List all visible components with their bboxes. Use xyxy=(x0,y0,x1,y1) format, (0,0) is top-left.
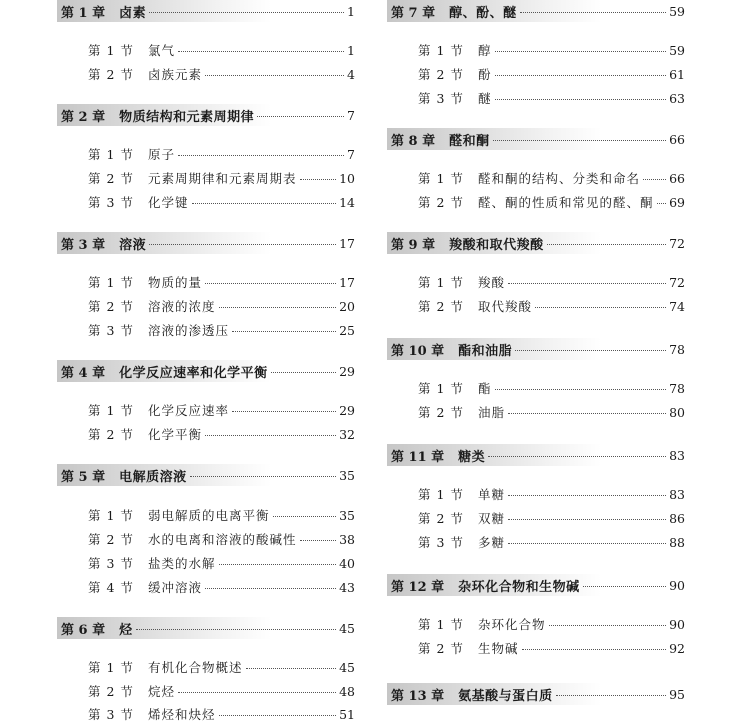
section-title: 化学键 xyxy=(148,195,189,210)
chapter-number: 第 4 章 xyxy=(61,365,106,381)
section-number: 第 4 节 xyxy=(88,580,134,595)
chapter-number: 第 6 章 xyxy=(61,622,106,638)
dot-leader xyxy=(219,307,337,308)
section-number: 第 2 节 xyxy=(418,405,464,420)
section-number: 第 2 节 xyxy=(418,299,464,314)
chapter-number: 第 8 章 xyxy=(391,133,436,149)
page-number: 69 xyxy=(669,194,685,210)
dot-leader xyxy=(205,435,336,436)
section-title: 有机化合物概述 xyxy=(148,660,243,675)
section-entry[interactable] xyxy=(418,168,685,188)
dot-leader xyxy=(136,629,336,630)
page-number: 45 xyxy=(339,620,355,636)
section-entry[interactable] xyxy=(88,272,355,292)
section-entry[interactable] xyxy=(88,192,355,212)
section-entry[interactable] xyxy=(418,508,685,528)
page-number: 74 xyxy=(669,298,685,314)
page-number: 1 xyxy=(347,3,355,19)
chapter-title: 糖类 xyxy=(458,449,486,465)
section-number: 第 2 节 xyxy=(88,427,134,442)
section-title: 酯 xyxy=(478,381,492,396)
section-title: 缓冲溶液 xyxy=(148,580,203,595)
section-number: 第 2 节 xyxy=(88,684,134,699)
section-title: 盐类的水解 xyxy=(148,556,216,571)
section-entry[interactable] xyxy=(418,402,685,422)
dot-leader xyxy=(246,668,337,669)
section-title: 油脂 xyxy=(478,405,506,420)
section-title: 水的电离和溶液的酸碱性 xyxy=(148,532,297,547)
section-title: 溶液的渗透压 xyxy=(148,323,230,338)
section-title: 羧酸 xyxy=(478,275,506,290)
section-entry[interactable] xyxy=(88,400,355,420)
dot-leader xyxy=(232,411,336,412)
dot-leader xyxy=(300,540,337,541)
dot-leader xyxy=(219,715,337,716)
section-title: 多糖 xyxy=(478,535,506,550)
page-number: 51 xyxy=(339,706,355,722)
page-number: 59 xyxy=(669,3,685,19)
section-entry[interactable] xyxy=(88,144,355,164)
page-number: 66 xyxy=(669,170,685,186)
section-title: 醇 xyxy=(478,43,492,58)
section-number: 第 1 节 xyxy=(88,275,134,290)
chapter-number: 第 5 章 xyxy=(61,469,106,485)
section-entry[interactable] xyxy=(88,64,355,84)
section-entry[interactable] xyxy=(88,657,355,677)
section-number: 第 3 节 xyxy=(88,195,134,210)
chapter-title: 醛和酮 xyxy=(449,133,490,149)
page-number: 72 xyxy=(669,235,685,251)
dot-leader xyxy=(547,244,666,245)
section-title: 烷烃 xyxy=(148,684,176,699)
page-number: 78 xyxy=(669,380,685,396)
chapter-heading[interactable] xyxy=(57,360,355,382)
dot-leader xyxy=(149,244,336,245)
section-entry[interactable] xyxy=(88,424,355,444)
section-number: 第 1 节 xyxy=(418,275,464,290)
dot-leader xyxy=(205,283,336,284)
dot-leader xyxy=(583,586,666,587)
page-number: 7 xyxy=(347,107,355,123)
section-entry[interactable] xyxy=(88,168,355,188)
chapter-title: 溶液 xyxy=(119,237,147,253)
dot-leader xyxy=(556,695,666,696)
section-entry[interactable] xyxy=(418,296,685,316)
dot-leader xyxy=(257,116,344,117)
dot-leader xyxy=(508,283,666,284)
chapter-number: 第 7 章 xyxy=(391,5,436,21)
dot-leader xyxy=(178,692,336,693)
chapter-title: 杂环化合物和生物碱 xyxy=(458,579,580,595)
section-number: 第 2 节 xyxy=(418,641,464,656)
section-entry[interactable] xyxy=(418,64,685,84)
section-number: 第 3 节 xyxy=(418,91,464,106)
section-entry[interactable] xyxy=(88,681,355,701)
page-number: 10 xyxy=(339,170,355,186)
chapter-heading[interactable] xyxy=(387,0,685,22)
chapter-title: 化学反应速率和化学平衡 xyxy=(119,365,268,381)
chapter-heading[interactable] xyxy=(387,444,685,466)
chapter-title: 烃 xyxy=(119,622,133,638)
chapter-title: 卤素 xyxy=(119,5,147,21)
section-entry[interactable] xyxy=(418,614,685,634)
section-entry[interactable] xyxy=(88,505,355,525)
chapter-title: 电解质溶液 xyxy=(119,469,187,485)
chapter-heading[interactable] xyxy=(57,464,355,486)
chapter-number: 第 2 章 xyxy=(61,109,106,125)
page-number: 78 xyxy=(669,341,685,357)
dot-leader xyxy=(488,456,666,457)
dot-leader xyxy=(232,331,336,332)
dot-leader xyxy=(535,307,666,308)
dot-leader xyxy=(178,155,344,156)
page-number: 29 xyxy=(339,402,355,418)
section-number: 第 1 节 xyxy=(88,660,134,675)
section-number: 第 3 节 xyxy=(88,556,134,571)
section-number: 第 2 节 xyxy=(418,67,464,82)
chapter-title: 羧酸和取代羧酸 xyxy=(449,237,544,253)
section-title: 弱电解质的电离平衡 xyxy=(148,508,270,523)
section-title: 杂环化合物 xyxy=(478,617,546,632)
section-entry[interactable] xyxy=(88,704,355,724)
section-entry[interactable] xyxy=(418,378,685,398)
chapter-title: 物质结构和元素周期律 xyxy=(119,109,255,125)
section-number: 第 1 节 xyxy=(418,487,464,502)
page-number: 45 xyxy=(339,659,355,675)
section-title: 物质的量 xyxy=(148,275,203,290)
dot-leader xyxy=(643,179,666,180)
chapter-title: 醇、酚、醚 xyxy=(449,5,517,21)
section-number: 第 2 节 xyxy=(88,171,134,186)
page-number: 4 xyxy=(347,66,355,82)
dot-leader xyxy=(508,413,666,414)
dot-leader xyxy=(495,75,667,76)
section-number: 第 1 节 xyxy=(88,403,134,418)
dot-leader xyxy=(149,12,344,13)
page-number: 83 xyxy=(669,447,685,463)
page-number: 83 xyxy=(669,486,685,502)
chapter-number: 第 12 章 xyxy=(391,579,445,595)
section-number: 第 1 节 xyxy=(88,508,134,523)
dot-leader xyxy=(190,476,336,477)
chapter-heading[interactable] xyxy=(57,104,355,126)
page-number: 88 xyxy=(669,534,685,550)
page-number: 66 xyxy=(669,131,685,147)
section-entry[interactable] xyxy=(88,296,355,316)
page-number: 90 xyxy=(669,577,685,593)
section-title: 化学平衡 xyxy=(148,427,203,442)
section-entry[interactable] xyxy=(418,40,685,60)
section-number: 第 3 节 xyxy=(418,535,464,550)
section-number: 第 1 节 xyxy=(418,171,464,186)
section-entry[interactable] xyxy=(88,529,355,549)
chapter-heading[interactable] xyxy=(387,338,685,360)
section-entry[interactable] xyxy=(88,553,355,573)
section-title: 生物碱 xyxy=(478,641,519,656)
section-title: 酚 xyxy=(478,67,492,82)
chapter-number: 第 1 章 xyxy=(61,5,106,21)
dot-leader xyxy=(508,543,666,544)
page-number: 48 xyxy=(339,683,355,699)
page-number: 92 xyxy=(669,640,685,656)
chapter-heading[interactable] xyxy=(387,232,685,254)
page-number: 43 xyxy=(339,579,355,595)
section-number: 第 3 节 xyxy=(88,323,134,338)
page-number: 32 xyxy=(339,426,355,442)
dot-leader xyxy=(493,140,666,141)
dot-leader xyxy=(508,519,666,520)
section-number: 第 2 节 xyxy=(88,299,134,314)
chapter-heading[interactable] xyxy=(57,232,355,254)
page-number: 72 xyxy=(669,274,685,290)
page-number: 35 xyxy=(339,467,355,483)
chapter-number: 第 13 章 xyxy=(391,688,445,704)
chapter-heading[interactable] xyxy=(387,128,685,150)
chapter-heading[interactable] xyxy=(57,617,355,639)
section-entry[interactable] xyxy=(418,88,685,108)
section-title: 原子 xyxy=(148,147,176,162)
page-number: 90 xyxy=(669,616,685,632)
section-number: 第 2 节 xyxy=(88,532,134,547)
section-entry[interactable] xyxy=(88,577,355,597)
chapter-number: 第 3 章 xyxy=(61,237,106,253)
section-number: 第 1 节 xyxy=(418,381,464,396)
page-number: 25 xyxy=(339,322,355,338)
section-number: 第 1 节 xyxy=(88,147,134,162)
chapter-number: 第 11 章 xyxy=(391,449,445,465)
section-title: 醛和酮的结构、分类和命名 xyxy=(478,171,641,186)
page-number: 17 xyxy=(339,274,355,290)
dot-leader xyxy=(273,516,337,517)
section-entry[interactable] xyxy=(418,272,685,292)
dot-leader xyxy=(271,372,336,373)
chapter-title: 酯和油脂 xyxy=(458,343,513,359)
dot-leader xyxy=(515,350,666,351)
section-title: 溶液的浓度 xyxy=(148,299,216,314)
section-entry[interactable] xyxy=(88,40,355,60)
page-number: 35 xyxy=(339,507,355,523)
page-number: 14 xyxy=(339,194,355,210)
page-number: 1 xyxy=(347,42,355,58)
section-entry[interactable] xyxy=(418,638,685,658)
page-number: 38 xyxy=(339,531,355,547)
dot-leader xyxy=(495,389,667,390)
section-title: 双糖 xyxy=(478,511,506,526)
section-entry[interactable] xyxy=(418,532,685,552)
chapter-title: 氨基酸与蛋白质 xyxy=(458,688,553,704)
dot-leader xyxy=(495,99,667,100)
dot-leader xyxy=(192,203,337,204)
section-number: 第 2 节 xyxy=(88,67,134,82)
page-number: 40 xyxy=(339,555,355,571)
page-number: 80 xyxy=(669,404,685,420)
dot-leader xyxy=(300,179,337,180)
section-number: 第 2 节 xyxy=(418,195,464,210)
page-number: 7 xyxy=(347,146,355,162)
page-number: 17 xyxy=(339,235,355,251)
section-number: 第 2 节 xyxy=(418,511,464,526)
chapter-number: 第 9 章 xyxy=(391,237,436,253)
section-number: 第 1 节 xyxy=(88,43,134,58)
section-number: 第 1 节 xyxy=(418,617,464,632)
section-title: 烯烃和炔烃 xyxy=(148,707,216,722)
section-title: 醛、酮的性质和常见的醛、酮 xyxy=(478,195,654,210)
section-entry[interactable] xyxy=(418,192,685,212)
dot-leader xyxy=(205,588,336,589)
chapter-number: 第 10 章 xyxy=(391,343,445,359)
dot-leader xyxy=(522,649,667,650)
dot-leader xyxy=(549,625,667,626)
page-number: 59 xyxy=(669,42,685,58)
dot-leader xyxy=(520,12,666,13)
dot-leader xyxy=(178,51,344,52)
page-number: 86 xyxy=(669,510,685,526)
page-number: 61 xyxy=(669,66,685,82)
page-number: 20 xyxy=(339,298,355,314)
page-number: 95 xyxy=(669,686,685,702)
section-title: 取代羧酸 xyxy=(478,299,533,314)
chapter-heading[interactable] xyxy=(387,574,685,596)
page-number: 63 xyxy=(669,90,685,106)
section-title: 氯气 xyxy=(148,43,176,58)
dot-leader xyxy=(219,564,337,565)
section-title: 卤族元素 xyxy=(148,67,203,82)
dot-leader xyxy=(205,75,344,76)
chapter-heading[interactable] xyxy=(387,683,685,705)
section-title: 元素周期律和元素周期表 xyxy=(148,171,297,186)
section-title: 醚 xyxy=(478,91,492,106)
section-title: 化学反应速率 xyxy=(148,403,230,418)
section-number: 第 3 节 xyxy=(88,707,134,722)
section-title: 单糖 xyxy=(478,487,506,502)
chapter-heading[interactable] xyxy=(57,0,355,22)
dot-leader xyxy=(657,203,667,204)
page-number: 29 xyxy=(339,363,355,379)
dot-leader xyxy=(508,495,666,496)
section-entry[interactable] xyxy=(88,320,355,340)
dot-leader xyxy=(495,51,667,52)
section-number: 第 1 节 xyxy=(418,43,464,58)
section-entry[interactable] xyxy=(418,484,685,504)
